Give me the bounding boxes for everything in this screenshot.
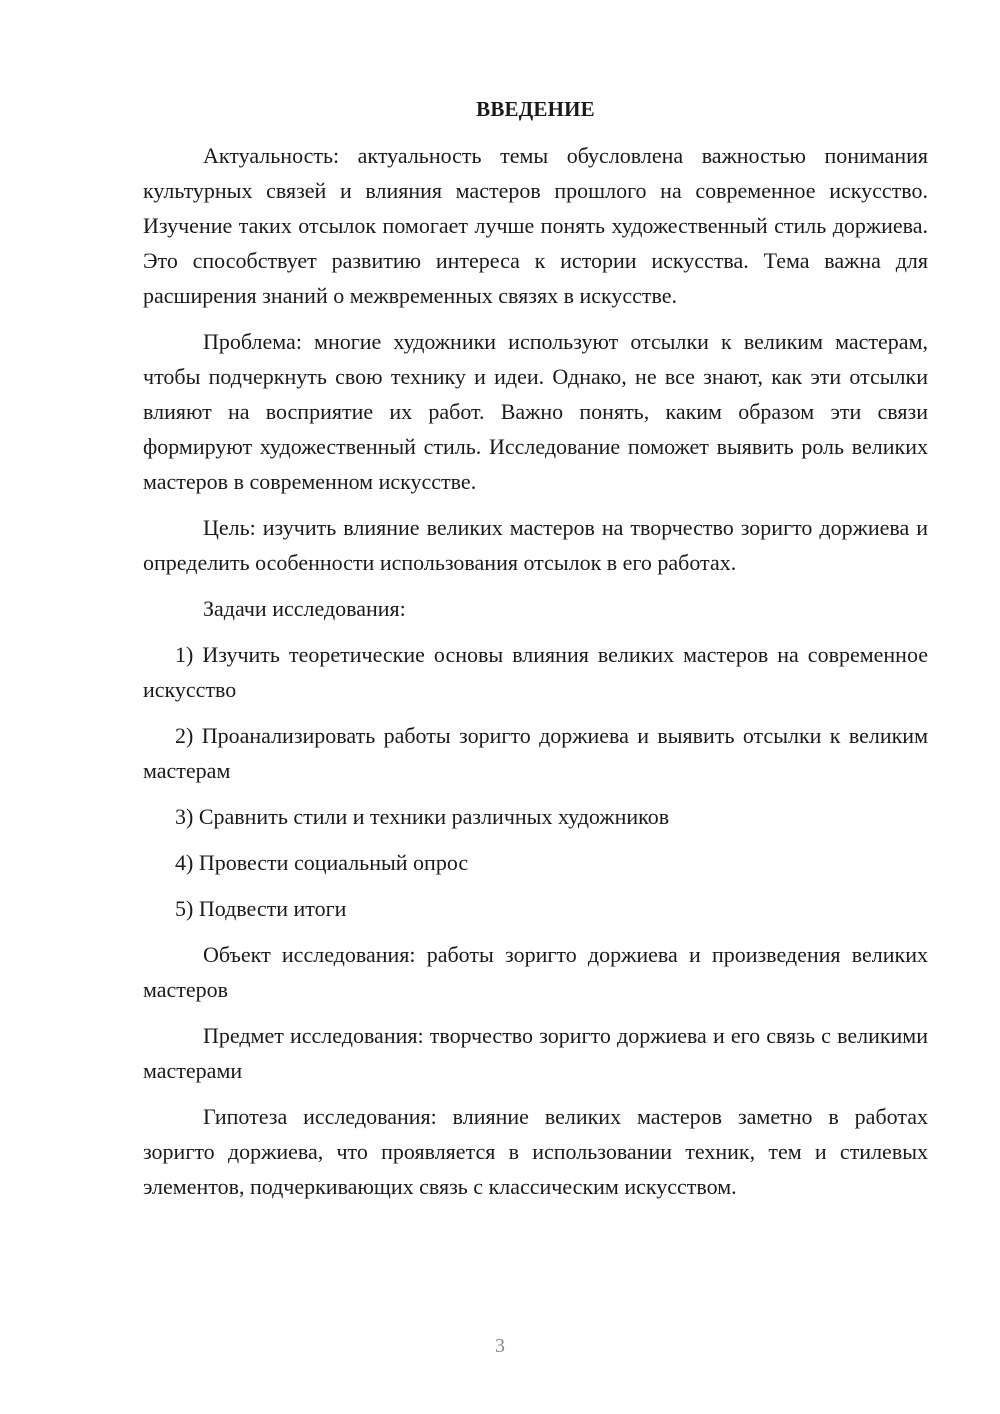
goal-paragraph: Цель: изучить влияние великих мастеров на творчество зоригто доржиева и определить особенности использования отсылок в его работах.	[143, 515, 928, 575]
task-item-3: 3) Сравнить стили и техники различных художников	[175, 804, 670, 829]
tasks-heading: Задачи исследования:	[203, 596, 406, 621]
hypothesis-paragraph: Гипотеза исследования: влияние великих мастеров заметно в работах зоригто доржиева, что проявляется в использовании техник, тем и стилевых элементов, подчеркивающих связь с классическим искусством.	[143, 1104, 928, 1199]
relevance-paragraph: Актуальность: актуальность темы обусловлена важностью понимания культурных связей и влияния мастеров прошлого на современное искусство. Изучение таких отсылок помогает лучше понять художественный стиль доржиева. Это способствует развитию интереса к истории искусства. Тема важна для расширения знаний о межвременных связях в искусстве.	[143, 143, 928, 308]
page-body	[143, 92, 928, 1215]
section-title: ВВЕДЕНИЕ	[476, 97, 595, 121]
task-item-2: 2) Проанализировать работы зоригто доржиева и выявить отсылки к великим мастерам	[143, 723, 928, 783]
problem-paragraph: Проблема: многие художники используют отсылки к великим мастерам, чтобы подчеркнуть свою технику и идеи. Однако, не все знают, как эти отсылки влияют на восприятие их работ. Важно понять, каким образом эти связи формируют художественный стиль. Исследование поможет выявить роль великих мастеров в современном искусстве.	[143, 329, 928, 494]
object-paragraph: Объект исследования: работы зоригто доржиева и произведения великих мастеров	[143, 942, 928, 1002]
task-item-5: 5) Подвести итоги	[175, 896, 347, 921]
task-item-4: 4) Провести социальный опрос	[175, 850, 469, 875]
task-item-1: 1) Изучить теоретические основы влияния великих мастеров на современное искусство	[143, 642, 928, 702]
page-number: 3	[495, 1335, 505, 1357]
subject-paragraph: Предмет исследования: творчество зоригто доржиева и его связь с великими мастерами	[143, 1023, 928, 1083]
